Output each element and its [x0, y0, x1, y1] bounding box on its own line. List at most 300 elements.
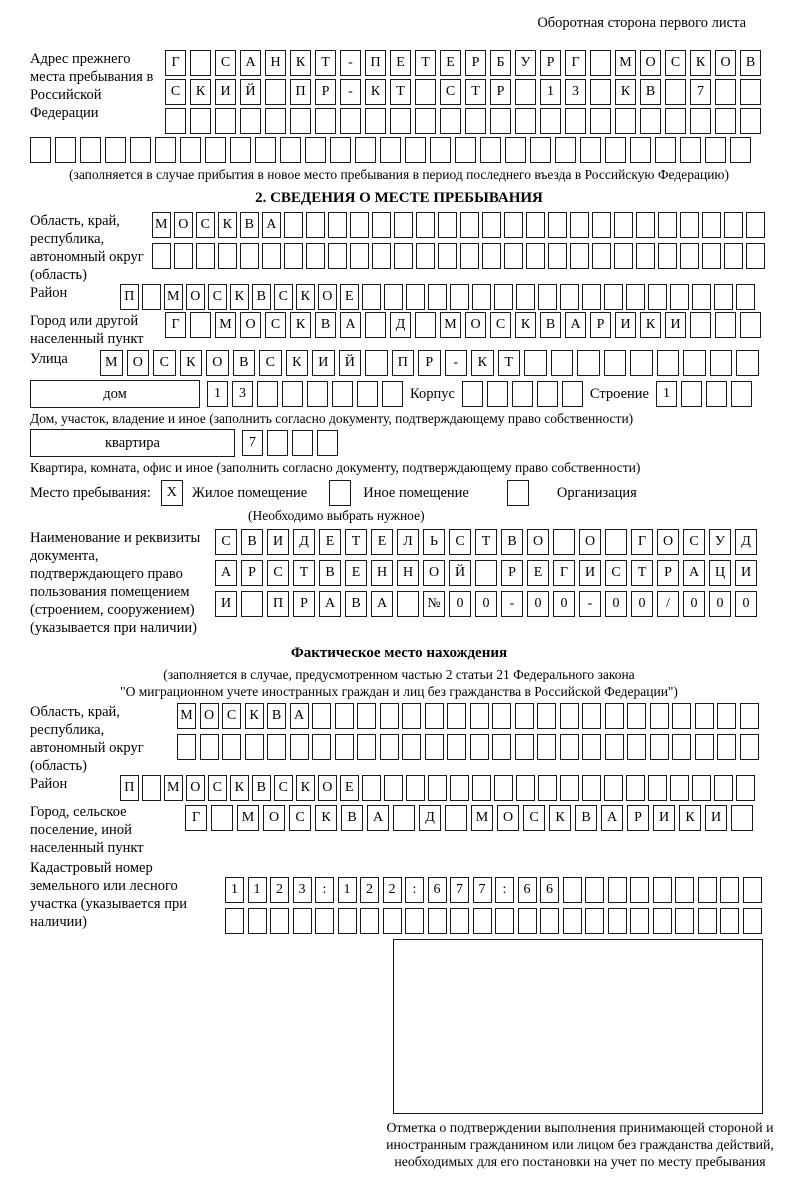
char-cell: У	[709, 529, 731, 555]
char-cell: Т	[345, 529, 367, 555]
char-cell	[695, 734, 714, 760]
region-block	[30, 212, 768, 284]
char-cell	[740, 703, 759, 729]
prev-address-row-2	[165, 79, 761, 105]
char-cell: Р	[241, 560, 263, 586]
char-cell	[362, 284, 381, 310]
house-cells	[207, 381, 403, 407]
char-cell: Т	[415, 50, 436, 76]
char-cell	[695, 703, 714, 729]
cadastral-row-2	[225, 908, 762, 934]
char-cell: :	[405, 877, 424, 903]
document-rows	[215, 529, 757, 617]
char-cell	[165, 108, 186, 134]
actual-region-label: Область, край, республика, автономный округ (область)	[30, 704, 144, 774]
char-cell	[715, 312, 736, 338]
char-cell: П	[120, 775, 139, 801]
char-cell: О	[465, 312, 486, 338]
char-cell	[675, 877, 694, 903]
char-cell	[590, 79, 611, 105]
char-cell	[526, 212, 545, 238]
char-cell: И	[735, 560, 757, 586]
char-cell: И	[705, 805, 727, 831]
char-cell: 1	[656, 381, 677, 407]
char-cell: 6	[518, 877, 537, 903]
char-cell	[504, 243, 523, 269]
street-label: Улица	[30, 351, 68, 367]
char-cell: О	[423, 560, 445, 586]
char-cell	[692, 775, 711, 801]
char-cell: 2	[360, 877, 379, 903]
char-cell: Е	[319, 529, 341, 555]
char-cell	[455, 137, 476, 163]
char-cell: О	[186, 284, 205, 310]
char-cell	[460, 243, 479, 269]
char-cell: Р	[501, 560, 523, 586]
char-cell	[492, 734, 511, 760]
char-cell	[315, 108, 336, 134]
char-cell	[626, 284, 645, 310]
char-cell	[290, 108, 311, 134]
char-cell	[714, 775, 733, 801]
city-block	[30, 312, 768, 348]
char-cell: И	[615, 312, 636, 338]
char-cell: В	[341, 805, 363, 831]
char-cell: И	[579, 560, 601, 586]
char-cell: К	[515, 312, 536, 338]
char-cell	[743, 877, 762, 903]
char-cell	[177, 734, 196, 760]
prev-address-row-4	[30, 137, 768, 163]
char-cell	[382, 381, 403, 407]
char-cell	[487, 381, 508, 407]
char-cell	[717, 734, 736, 760]
char-cell	[306, 243, 325, 269]
char-cell: Г	[631, 529, 653, 555]
char-cell: Т	[293, 560, 315, 586]
char-cell: О	[263, 805, 285, 831]
char-cell	[460, 212, 479, 238]
char-cell	[665, 108, 686, 134]
actual-region-row-1	[177, 703, 759, 729]
char-cell	[215, 108, 236, 134]
char-cell	[537, 381, 558, 407]
char-cell: А	[290, 703, 309, 729]
char-cell: В	[501, 529, 523, 555]
char-cell: С	[208, 284, 227, 310]
char-cell: К	[365, 79, 386, 105]
char-cell	[518, 908, 537, 934]
stay-type-checkbox-organization	[507, 480, 529, 506]
char-cell: Р	[490, 79, 511, 105]
char-cell	[357, 381, 378, 407]
char-cell: О	[657, 529, 679, 555]
char-cell	[538, 284, 557, 310]
char-cell: А	[367, 805, 389, 831]
actual-district-block	[30, 775, 768, 801]
document-row-1	[215, 529, 757, 555]
char-cell	[582, 734, 601, 760]
char-cell: П	[392, 350, 415, 376]
char-cell: Б	[490, 50, 511, 76]
char-cell	[480, 137, 501, 163]
actual-location-note-1: (заполняется в случае, предусмотренном частью 2 статьи 21 Федерального закона	[163, 667, 635, 682]
char-cell	[650, 734, 669, 760]
char-cell	[553, 529, 575, 555]
char-cell	[717, 703, 736, 729]
char-cell: К	[690, 50, 711, 76]
char-cell: 3	[232, 381, 253, 407]
char-cell: 1	[338, 877, 357, 903]
apartment-cells	[242, 430, 338, 456]
char-cell: -	[445, 350, 468, 376]
char-cell	[538, 775, 557, 801]
char-cell: О	[240, 312, 261, 338]
char-cell: 0	[449, 591, 471, 617]
char-cell: 0	[475, 591, 497, 617]
char-cell	[653, 908, 672, 934]
char-cell: К	[315, 805, 337, 831]
char-cell: К	[230, 284, 249, 310]
char-cell	[630, 137, 651, 163]
char-cell	[380, 734, 399, 760]
char-cell	[312, 703, 331, 729]
char-cell: Н	[265, 50, 286, 76]
char-cell: О	[318, 284, 337, 310]
char-cell	[698, 908, 717, 934]
apartment-note: Квартира, комната, офис и иное (заполнить согласно документу, подтверждающему право собственности)	[30, 460, 641, 475]
char-cell: С	[265, 312, 286, 338]
cadastral-label: Кадастровый номер земельного или лесного участка (указывается при наличии)	[30, 860, 187, 930]
char-cell: П	[290, 79, 311, 105]
char-cell	[393, 805, 415, 831]
char-cell: И	[312, 350, 335, 376]
document-label: Наименование и реквизиты документа, подтверждающего право пользования помещением (строением, сооружением) (указывается при наличии)	[30, 530, 201, 636]
section2-title: 2. СВЕДЕНИЯ О МЕСТЕ ПРЕБЫВАНИЯ	[255, 190, 543, 206]
house-box: дом	[30, 380, 200, 408]
char-cell: С	[153, 350, 176, 376]
char-cell	[650, 703, 669, 729]
char-cell	[372, 212, 391, 238]
char-cell: О	[174, 212, 193, 238]
char-cell	[328, 243, 347, 269]
char-cell	[680, 243, 699, 269]
prev-address-row-1	[165, 50, 761, 76]
char-cell: С	[165, 79, 186, 105]
actual-district-row	[120, 775, 755, 801]
char-cell	[447, 703, 466, 729]
char-cell: А	[240, 50, 261, 76]
char-cell	[605, 734, 624, 760]
char-cell	[200, 734, 219, 760]
char-cell	[430, 137, 451, 163]
char-cell: С	[259, 350, 282, 376]
char-cell: Г	[185, 805, 207, 831]
char-cell: П	[120, 284, 139, 310]
char-cell	[416, 243, 435, 269]
char-cell: 0	[709, 591, 731, 617]
char-cell	[470, 734, 489, 760]
cadastral-row-1	[225, 877, 762, 903]
char-cell: 0	[631, 591, 653, 617]
char-cell	[665, 79, 686, 105]
char-cell	[724, 243, 743, 269]
char-cell	[630, 908, 649, 934]
char-cell	[383, 908, 402, 934]
char-cell	[537, 734, 556, 760]
char-cell	[681, 381, 702, 407]
char-cell	[245, 734, 264, 760]
char-cell	[307, 381, 328, 407]
char-cell	[560, 703, 579, 729]
char-cell: 2	[270, 877, 289, 903]
char-cell: 0	[683, 591, 705, 617]
char-cell	[357, 703, 376, 729]
char-cell	[428, 284, 447, 310]
char-cell	[636, 212, 655, 238]
char-cell	[655, 137, 676, 163]
char-cell	[365, 312, 386, 338]
char-cell: М	[177, 703, 196, 729]
prev-address-note: (заполняется в случае прибытия в новое место пребывания в период последнего въезда в Российскую Федерацию)	[68, 167, 730, 182]
char-cell	[582, 775, 601, 801]
char-cell: Т	[315, 50, 336, 76]
char-cell	[241, 591, 263, 617]
char-cell	[537, 703, 556, 729]
char-cell	[475, 560, 497, 586]
char-cell: 0	[735, 591, 757, 617]
char-cell	[406, 284, 425, 310]
char-cell: С	[215, 50, 236, 76]
char-cell	[55, 137, 76, 163]
char-cell	[312, 734, 331, 760]
char-cell	[736, 350, 759, 376]
char-cell	[380, 137, 401, 163]
house-note: Дом, участок, владение и иное (заполнить согласно документу, подтверждающему право собственности)	[30, 411, 634, 426]
char-cell	[580, 137, 601, 163]
char-cell: В	[267, 703, 286, 729]
stay-type-option-other-label: Иное помещение	[363, 484, 469, 501]
char-cell	[290, 734, 309, 760]
street-row	[100, 350, 759, 376]
char-cell	[675, 908, 694, 934]
char-cell	[190, 108, 211, 134]
char-cell: Г	[553, 560, 575, 586]
stay-type-row	[30, 480, 768, 506]
char-cell	[205, 137, 226, 163]
char-cell: Д	[735, 529, 757, 555]
char-cell	[516, 284, 535, 310]
char-cell: К	[679, 805, 701, 831]
char-cell: Р	[315, 79, 336, 105]
char-cell	[450, 284, 469, 310]
char-cell	[548, 243, 567, 269]
char-cell	[692, 284, 711, 310]
char-cell	[505, 137, 526, 163]
char-cell: 3	[565, 79, 586, 105]
char-cell: О	[206, 350, 229, 376]
char-cell: Т	[631, 560, 653, 586]
char-cell	[605, 137, 626, 163]
char-cell	[335, 703, 354, 729]
char-cell: Т	[498, 350, 521, 376]
char-cell	[670, 775, 689, 801]
char-cell: А	[215, 560, 237, 586]
char-cell: С	[665, 50, 686, 76]
char-cell	[405, 137, 426, 163]
char-cell: Е	[371, 529, 393, 555]
region-label: Область, край, республика, автономный округ (область)	[30, 213, 144, 283]
char-cell	[362, 775, 381, 801]
actual-location-note-2: "О миграционном учете иностранных граждан и лиц без гражданства в Российской Федерации")	[120, 684, 678, 699]
char-cell	[577, 350, 600, 376]
char-cell	[196, 243, 215, 269]
char-cell: В	[640, 79, 661, 105]
char-cell: 0	[527, 591, 549, 617]
char-cell: Е	[440, 50, 461, 76]
char-cell: :	[315, 877, 334, 903]
stay-type-note: (Необходимо выбрать нужное)	[248, 508, 425, 523]
char-cell	[730, 137, 751, 163]
char-cell: С	[274, 775, 293, 801]
char-cell: Г	[165, 50, 186, 76]
char-cell: О	[127, 350, 150, 376]
char-cell: Р	[465, 50, 486, 76]
street-block	[30, 350, 768, 376]
region-row-1	[152, 212, 765, 238]
char-cell	[720, 908, 739, 934]
char-cell	[330, 137, 351, 163]
char-cell	[380, 703, 399, 729]
char-cell	[504, 212, 523, 238]
char-cell: И	[665, 312, 686, 338]
city-row	[165, 312, 761, 338]
district-label: Район	[30, 285, 68, 301]
char-cell	[280, 137, 301, 163]
char-cell: О	[527, 529, 549, 555]
stay-type-checkbox-other	[329, 480, 351, 506]
char-cell: М	[164, 284, 183, 310]
char-cell	[230, 137, 251, 163]
char-cell	[604, 284, 623, 310]
cadastral-block	[30, 859, 768, 934]
char-cell	[130, 137, 151, 163]
char-cell	[255, 137, 276, 163]
char-cell	[415, 312, 436, 338]
char-cell: К	[296, 775, 315, 801]
char-cell	[402, 734, 421, 760]
char-cell: Р	[540, 50, 561, 76]
stay-type-label: Место пребывания:	[30, 484, 151, 501]
char-cell	[743, 908, 762, 934]
prev-address-row-3	[165, 108, 761, 134]
char-cell	[715, 79, 736, 105]
char-cell: М	[237, 805, 259, 831]
char-cell: Й	[449, 560, 471, 586]
char-cell	[470, 703, 489, 729]
char-cell: С	[222, 703, 241, 729]
char-cell: К	[290, 50, 311, 76]
char-cell: В	[252, 775, 271, 801]
char-cell	[608, 908, 627, 934]
char-cell	[657, 350, 680, 376]
char-cell	[604, 350, 627, 376]
char-cell: В	[575, 805, 597, 831]
char-cell	[174, 243, 193, 269]
char-cell: М	[471, 805, 493, 831]
char-cell: К	[471, 350, 494, 376]
char-cell: К	[296, 284, 315, 310]
char-cell	[592, 212, 611, 238]
char-cell: Л	[397, 529, 419, 555]
char-cell	[658, 243, 677, 269]
char-cell	[155, 137, 176, 163]
char-cell: Р	[590, 312, 611, 338]
char-cell	[292, 430, 313, 456]
char-cell: /	[657, 591, 679, 617]
char-cell: В	[252, 284, 271, 310]
char-cell	[284, 212, 303, 238]
district-row	[120, 284, 755, 310]
apartment-block	[30, 429, 768, 457]
char-cell	[350, 212, 369, 238]
char-cell: К	[218, 212, 237, 238]
char-cell: С	[274, 284, 293, 310]
char-cell	[516, 775, 535, 801]
char-cell	[710, 350, 733, 376]
char-cell	[402, 703, 421, 729]
char-cell: М	[100, 350, 123, 376]
char-cell	[714, 284, 733, 310]
char-cell	[705, 137, 726, 163]
char-cell	[360, 908, 379, 934]
char-cell	[636, 243, 655, 269]
char-cell	[394, 212, 413, 238]
char-cell: М	[215, 312, 236, 338]
char-cell: К	[615, 79, 636, 105]
char-cell: Т	[465, 79, 486, 105]
char-cell	[340, 108, 361, 134]
char-cell	[590, 50, 611, 76]
char-cell	[524, 350, 547, 376]
char-cell	[731, 805, 753, 831]
char-cell	[372, 243, 391, 269]
char-cell	[406, 775, 425, 801]
char-cell: 1	[207, 381, 228, 407]
actual-city-row	[185, 805, 753, 831]
char-cell: Г	[565, 50, 586, 76]
char-cell: :	[495, 877, 514, 903]
char-cell	[267, 430, 288, 456]
korpus-label: Корпус	[410, 386, 455, 402]
region-rows	[152, 212, 765, 269]
char-cell: Й	[339, 350, 362, 376]
char-cell: В	[241, 529, 263, 555]
char-cell	[640, 108, 661, 134]
stroenie-cells	[656, 381, 752, 407]
char-cell	[570, 212, 589, 238]
char-cell	[560, 284, 579, 310]
char-cell: 2	[383, 877, 402, 903]
char-cell	[565, 108, 586, 134]
char-cell: 0	[553, 591, 575, 617]
char-cell	[724, 212, 743, 238]
char-cell	[350, 243, 369, 269]
char-cell	[305, 137, 326, 163]
char-cell: П	[365, 50, 386, 76]
char-cell: Р	[657, 560, 679, 586]
char-cell	[315, 908, 334, 934]
